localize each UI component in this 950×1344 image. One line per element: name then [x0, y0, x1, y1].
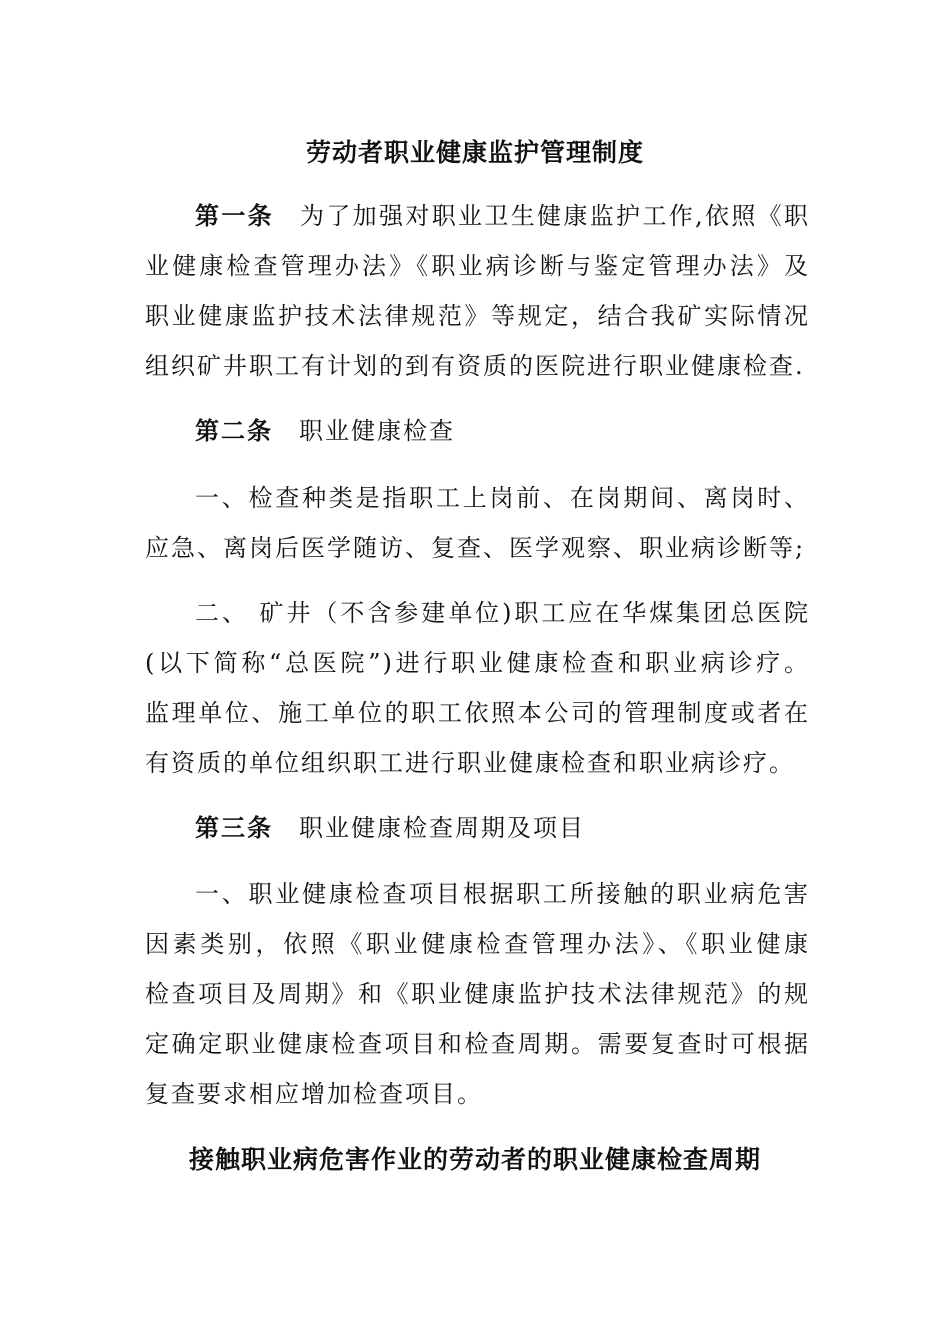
article-2-title: 职业健康检查: [299, 417, 455, 445]
article-3-item-1-line-1: 一、职业健康检查项目根据职工所接触的职业病危害: [195, 880, 810, 908]
article-2-item-2-line-2: (以下简称“总医院”)进行职业健康检查和职业病诊疗。: [145, 649, 810, 677]
article-3-title: 职业健康检查周期及项目: [299, 814, 585, 842]
article-2-heading: 第二条: [195, 417, 273, 445]
table-title: 接触职业病危害作业的劳动者的职业健康检查周期: [188, 1145, 761, 1174]
article-3-heading: 第三条: [195, 814, 273, 842]
article-1-line-2: 业健康检查管理办法》《职业病诊断与鉴定管理办法》及: [145, 252, 810, 280]
document-title: 劳动者职业健康监护管理制度: [305, 138, 644, 167]
article-2-item-2-line-4: 有资质的单位组织职工进行职业健康检查和职业病诊疗。: [145, 749, 795, 777]
article-1-line-4: 组织矿井职工有计划的到有资质的医院进行职业健康检查.: [145, 352, 805, 380]
article-1-line-3: 职业健康监护技术法律规范》等规定，结合我矿实际情况: [145, 302, 810, 330]
article-1-heading: 第一条: [195, 202, 275, 230]
article-2-item-1-line-2: 应急、离岗后医学随访、复查、医学观察、职业病诊断等;: [145, 534, 806, 562]
article-1-text-1: 为了加强对职业卫生健康监护工作,依照《职: [300, 202, 810, 230]
article-2-item-1-line-1: 一、检查种类是指职工上岗前、在岗期间、离岗时、: [195, 484, 810, 512]
article-1-line-1: [195, 196, 810, 236]
article-3-item-1-line-2: 因素类别，依照《职业健康检查管理办法》、《职业健康: [145, 930, 810, 958]
article-3-heading-line: [195, 808, 585, 848]
article-2-item-2-line-1: 二、 矿井（不含参建单位)职工应在华煤集团总医院: [195, 599, 810, 627]
article-2-heading-line: [195, 411, 455, 451]
article-3-item-1-line-4: 定确定职业健康检查项目和检查周期。需要复查时可根据: [145, 1030, 810, 1058]
article-3-item-1-line-5: 复查要求相应增加检查项目。: [145, 1080, 483, 1108]
article-3-item-1-line-3: 检查项目及周期》和《职业健康监护技术法律规范》的规: [145, 980, 810, 1008]
article-2-item-2-line-3: 监理单位、施工单位的职工依照本公司的管理制度或者在: [145, 699, 810, 727]
